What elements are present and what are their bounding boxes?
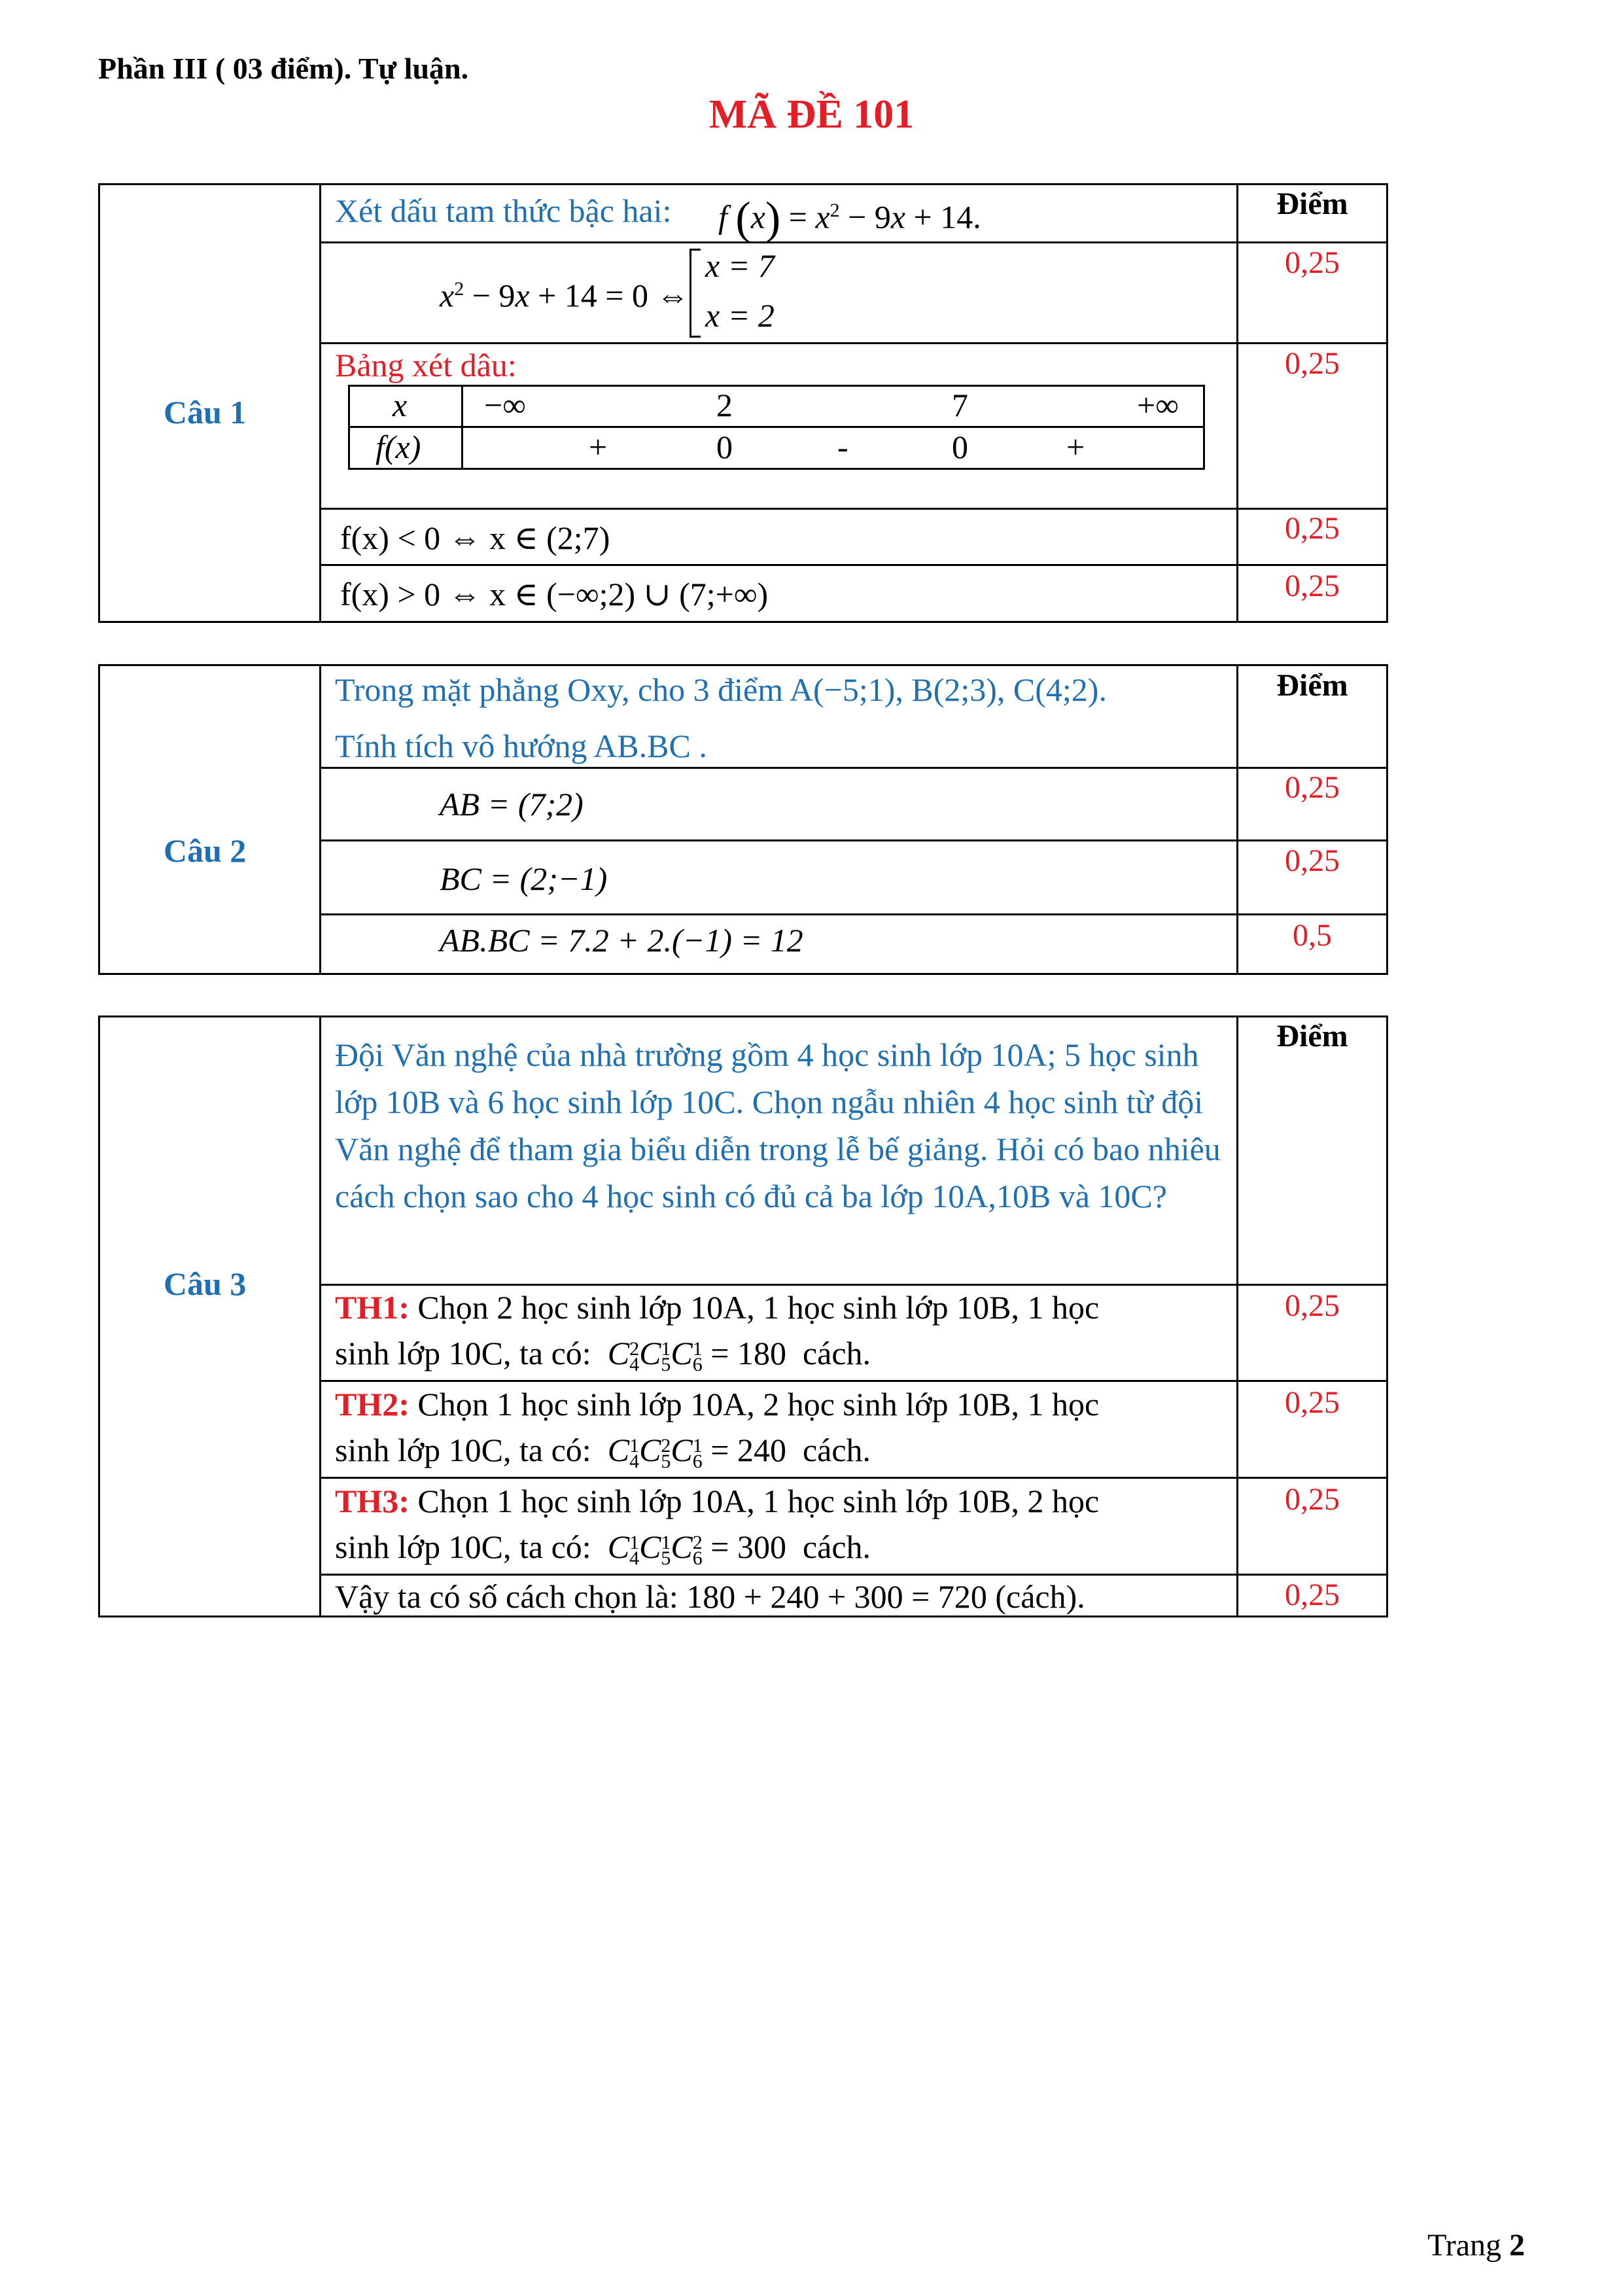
q3-prompt: Đội Văn nghệ của nhà trường gồm 4 học sinh lớp 10A; 5 học sinh lớp 10B và 6 học sinh lớp 10C. Chọn ngẫu nhiên 4 học sinh từ đội Văn nghệ để tham gia biểu diễn trong lễ bế giảng. Hỏi có bao nhiêu cách chọn sao cho 4 học sinh có đủ cả ba lớp 10A,10B và 10C? [335,1036,1221,1214]
question-2-label: Câu 2 [164,832,247,869]
q3-case-1-result: = 180 [710,1335,786,1371]
q3-case-2-unit: cách. [802,1432,871,1468]
sign-table-root-2: 2 [716,387,733,423]
q3-case-3-result: = 300 [710,1528,786,1565]
sign-table-root-7: 7 [952,387,968,423]
page-number [1427,2227,1525,2263]
q1-positive-interval: f(x) > 0 ⇔ x ∈ (−∞;2) ∪ (7;+∞) [340,576,769,612]
q1-roots-lhs: $x^2 - 9x + 14 = 0$ ⇔ [440,277,689,314]
q3-case-1-label: TH1: [335,1289,410,1326]
q1-function: f $(x) = x^2 - 9x + 14$. [718,193,981,244]
section-title: Phần III ( 03 điểm). Tự luận. [98,52,469,85]
sign-table-sign-1: + [589,429,608,465]
exam-code: MÃ ĐỀ 101 [708,92,915,137]
q3-conclusion: Vậy ta có số cách chọn là: 180 + 240 + 300 = 720 (cách). [335,1578,1085,1615]
q3-case-3-line-2: sinh lớp 10C, ta có: C 1 4 C 1 5 C 2 6 = 300 cách. [335,1528,871,1569]
page-label: Trang [1427,2228,1501,2263]
q1-bracket [689,249,701,338]
q3-case-1-line-2: sinh lớp 10C, ta có: C 2 4 C 1 5 C 1 6 = 180 cách. [335,1335,871,1375]
q3-case-1-unit: cách. [802,1335,871,1371]
q3-case-2-intro: sinh lớp 10C, ta có: [335,1432,591,1468]
page-number-value: 2 [1509,2228,1525,2263]
sign-table-pos-inf: +∞ [1137,387,1179,423]
q1-score-header: Điểm [1276,186,1348,221]
q1-score-1: 0,25 [1285,245,1340,280]
q3-case-3-intro: sinh lớp 10C, ta có: [335,1528,591,1565]
q2-score-header: Điểm [1276,668,1348,703]
q3-case-2-result: = 240 [710,1432,786,1468]
q1-score-2: 0,25 [1285,346,1340,381]
q2-score-3: 0,5 [1293,918,1332,953]
q3-case-2-line-2: sinh lớp 10C, ta có: C 1 4 C 2 5 C 1 6 = 240 cách. [335,1432,871,1472]
q3-case-3-line-1 [335,1477,1099,1525]
q2-vector-bc: BC = (2;−1) [440,860,608,897]
q3-case-1-text: Chọn 2 học sinh lớp 10A, 1 học sinh lớp 10B, 1 học [417,1289,1100,1326]
q2-score-1: 0,25 [1285,770,1340,805]
sign-table-sign-2: - [837,429,848,465]
q3-case-2-label: TH2: [335,1386,410,1422]
sign-table-neg-inf: −∞ [484,387,526,423]
q3-case-2-line-1 [335,1381,1099,1428]
q2-score-2: 0,25 [1285,843,1340,878]
q3-score-4: 0,25 [1285,1578,1340,1612]
q3-score-3: 0,25 [1285,1482,1340,1517]
q2-dot-product: AB.BC = 7.2 + 2.(−1) = 12 [440,922,803,959]
q1-prompt: Xét dấu tam thức bậc hai: [335,192,672,229]
q3-case-3-unit: cách. [802,1528,871,1565]
q2-prompt-line-1: Trong mặt phẳng Oxy, cho 3 điểm A(−5;1), B(2;3), C(4;2). [335,671,1107,708]
q3-score-header: Điểm [1276,1019,1348,1053]
sign-table-fx-header: f(x) [375,429,421,465]
sign-table-zero-2: 0 [952,429,968,465]
sign-table-x-header: x [393,387,408,423]
q2-vector-ab: AB = (7;2) [440,786,584,822]
q3-case-2-text: Chọn 1 học sinh lớp 10A, 2 học sinh lớp 10B, 1 học [417,1386,1100,1422]
sign-table-sign-3: + [1066,429,1085,465]
question-3-label: Câu 3 [164,1265,247,1302]
q3-case-3-label: TH3: [335,1483,410,1519]
q2-prompt-line-2: Tính tích vô hướng AB.BC . [335,728,707,764]
q3-case-1-line-1 [335,1284,1099,1331]
q3-case-1-intro: sinh lớp 10C, ta có: [335,1335,591,1371]
question-1-label: Câu 1 [164,394,247,431]
q1-negative-interval: f(x) < 0 ⇔ x ∈ (2;7) [340,520,610,556]
q1-score-4: 0,25 [1285,569,1340,603]
q1-root-1: x = 7 [705,247,775,284]
q3-score-2: 0,25 [1285,1385,1340,1420]
q3-score-1: 0,25 [1285,1288,1340,1323]
sign-table-zero-1: 0 [716,429,733,465]
q1-score-3: 0,25 [1285,511,1340,546]
q1-sign-table-label: Bảng xét dâu: [335,347,517,383]
q3-case-3-text: Chọn 1 học sinh lớp 10A, 1 học sinh lớp 10B, 2 học [417,1483,1100,1519]
q1-root-2: x = 2 [705,297,775,334]
